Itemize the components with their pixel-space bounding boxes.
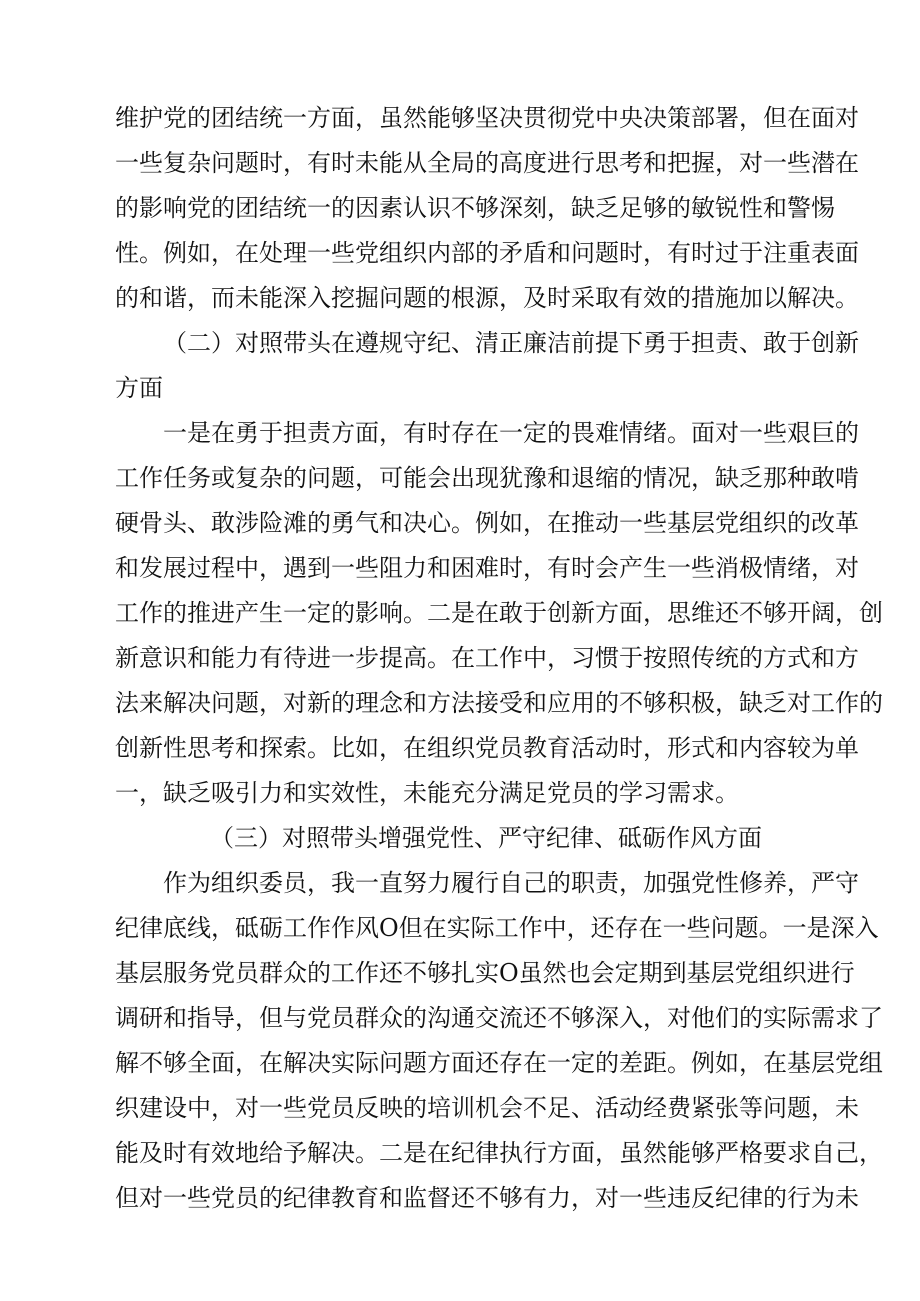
text-line: 解不够全面，在解决实际问题方面还存在一定的差距。例如，在基层党组 bbox=[115, 1049, 883, 1077]
section-heading-continuation: 方面 bbox=[115, 374, 163, 402]
text-line: 工作的推进产生一定的影响。二是在敢于创新方面，思维还不够开阔，创 bbox=[115, 599, 883, 627]
text-line: 性。例如，在处理一些党组织内部的矛盾和问题时，有时过于注重表面 bbox=[115, 239, 859, 267]
text-line: 维护党的团结统一方面，虽然能够坚决贯彻党中央决策部署，但在面对 bbox=[115, 104, 859, 132]
text-line: 能及时有效地给予解决。二是在纪律执行方面，虽然能够严格要求自己， bbox=[115, 1139, 883, 1167]
text-line: 工作任务或复杂的问题，可能会出现犹豫和退缩的情况，缺乏那种敢啃 bbox=[115, 464, 859, 492]
text-line: 一，缺乏吸引力和实效性，未能充分满足党员的学习需求。 bbox=[115, 779, 739, 807]
text-line: 基层服务党员群众的工作还不够扎实O虽然也会定期到基层党组织进行 bbox=[115, 959, 855, 987]
text-line: 和发展过程中，遇到一些阻力和困难时，有时会产生一些消极情绪，对 bbox=[115, 554, 859, 582]
text-line: 的和谐，而未能深入挖掘问题的根源，及时采取有效的措施加以解决。 bbox=[115, 284, 859, 312]
text-line: 但对一些党员的纪律教育和监督还不够有力，对一些违反纪律的行为未 bbox=[115, 1184, 859, 1212]
section-heading: （三）对照带头增强党性、严守纪律、砥砺作风方面 bbox=[210, 824, 762, 852]
paragraph-first-line: 一是在勇于担责方面，有时存在一定的畏难情绪。面对一些艰巨的 bbox=[163, 419, 859, 447]
text-line: 一些复杂问题时，有时未能从全局的高度进行思考和把握，对一些潜在 bbox=[115, 149, 859, 177]
text-line: 法来解决问题，对新的理念和方法接受和应用的不够积极，缺乏对工作的 bbox=[115, 689, 883, 717]
text-line: 新意识和能力有待进一步提高。在工作中，习惯于按照传统的方式和方 bbox=[115, 644, 859, 672]
text-line: 硬骨头、敢涉险滩的勇气和决心。例如，在推动一些基层党组织的改革 bbox=[115, 509, 859, 537]
text-line: 创新性思考和探索。比如，在组织党员教育活动时，形式和内容较为单 bbox=[115, 734, 859, 762]
text-line: 纪律底线，砥砺工作作风O但在实际工作中，还存在一些问题。一是深入 bbox=[115, 914, 879, 942]
section-heading: （二）对照带头在遵规守纪、清正廉洁前提下勇于担责、敢于创新 bbox=[163, 329, 859, 357]
text-line: 调研和指导，但与党员群众的沟通交流还不够深入，对他们的实际需求了 bbox=[115, 1004, 883, 1032]
paragraph-first-line: 作为组织委员，我一直努力履行自己的职责，加强党性修养，严守 bbox=[163, 869, 859, 897]
text-line: 织建设中，对一些党员反映的培训机会不足、活动经费紧张等问题，未 bbox=[115, 1094, 859, 1122]
text-line: 的影响党的团结统一的因素认识不够深刻，缺乏足够的敏锐性和警惕 bbox=[115, 194, 835, 222]
